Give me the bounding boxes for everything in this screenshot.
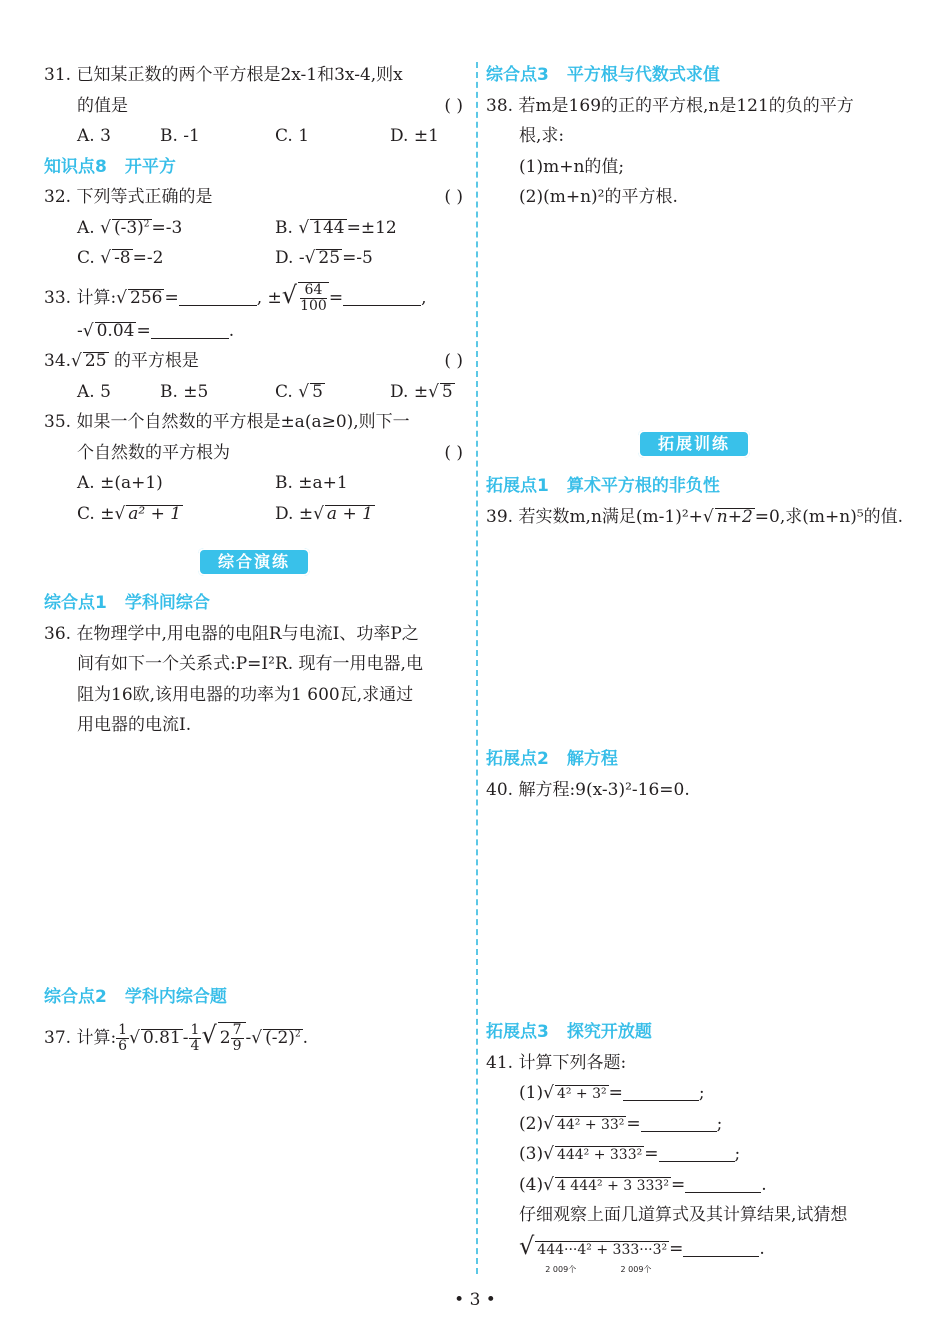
question-31: 31. 已知某正数的两个平方根是2x-1和3x-4,则x [44,65,403,85]
option-c: C. √ -8 =-2 [77,248,164,268]
question-38: 38. 若m是169的正的平方根,n是121的负的平方 [486,95,854,116]
question-41: 41. 计算下列各题: [486,1052,627,1073]
answer-blank[interactable] [343,288,421,306]
section-heading-k8: 知识点8 开平方 [44,156,176,177]
question-39: 39. 若实数m,n满足(m-1)²+√ n+2 =0,求(m+n)⁵的值. [486,506,904,527]
option-d: D. ±1 [390,126,439,146]
q34-options: A. 5 B. ±5 C. √ 5 D. ±√ 5 [77,381,453,402]
section-heading-z1: 综合点1 学科间综合 [44,593,210,613]
question-40: 40. 解方程:9(x-3)²-16=0. [486,779,690,800]
q41-item-3: (3)√ 444² + 333² = ; [519,1144,741,1164]
answer-blank[interactable] [685,1175,761,1193]
answer-blank[interactable] [659,1144,735,1162]
answer-blank[interactable] [623,1083,699,1101]
column-divider [476,62,478,1274]
section-heading-z3: 综合点3 平方根与代数式求值 [486,65,720,85]
question-33: 33. 计算:√ 256 = , ±√ $\frac{64}{100}$ = , [44,280,427,314]
answer-blank[interactable] [641,1114,717,1132]
fraction: $\frac{7}{9}$ [232,1021,242,1054]
question-35: 35. 如果一个自然数的平方根是±a(a≥0),则下一 [44,412,410,432]
badge-comprehensive-practice: 综合演练 [198,548,310,576]
option-b: B. √ 144 =±12 [275,217,397,238]
answer-blank[interactable] [151,321,229,339]
option-c: C. 1 [275,126,310,146]
question-36: 36. 在物理学中,用电器的电阻R与电流I、功率P之 [44,623,419,644]
q41-item-1: (1)√ 4² + 3² = ; [519,1083,705,1103]
question-32: 32. 下列等式正确的是 ( ) [44,187,463,207]
option-d: D. -√ 25 =-5 [275,248,373,268]
right-column: 综合点3 平方根与代数式求值 38. 若m是169的正的平方根,n是121的负的平方 根,求: (1)m+n的值; (2)(m+n)²的平方根. [486,60,911,213]
answer-bracket: ( ) [444,95,463,116]
answer-blank[interactable] [179,288,257,306]
fraction: $\frac{1}{4}$ [190,1021,200,1054]
question-37: 37. 计算: $\frac{1}{6}$ √ 0.81 - $\frac{1}{4}$ √ 2 $\frac{7}{9}$ -√ $(-2)^2$ . [44,1020,309,1054]
badge-extension-training: 拓展训练 [638,430,750,458]
fraction: $\frac{64}{100}$ [300,281,327,314]
q41-item-4: (4)√ 4 444² + 3 333² = . [519,1174,767,1195]
option-a: A. √ $(-3)^2 =-3$ [77,217,183,238]
question-34: 34.√ 25 的平方根是 ( ) [44,351,463,371]
page-number: • 3 • [454,1290,496,1310]
left-column: 31. 已知某正数的两个平方根是2x-1和3x-4,则x 的值是 ( ) A. 3 B. -1 C. 1 D. ±1 知识点8 开平方 32. 下列等式正确的是 ( ) A. √ $(-3)^2 =-3$ B. √ 144 =±12 C. √ -8 =-2 D. -√ 25 =-5 33. 计算:√ 256 = , ±√ $\frac{64}{100}$ = , -√ 0.04 = . 34.√ 25 的平方根是 ( ) A. 5 B. ±5 C. √ 5 D. ±√ 5 35. 如果一个自然数的平方根是±a(a≥0),则下一 个自然数的平方根为 ( ) A. ±(a+1) B. ±a+1 C. ±√ a² + 1 D. ±√ a + 1 [44,60,469,529]
section-heading-t2: 拓展点2 解方程 [486,749,618,769]
answer-blank[interactable] [683,1239,759,1257]
section-heading-t3: 拓展点3 探究开放题 [486,1022,652,1042]
q31-options [44,121,469,152]
section-heading-t1: 拓展点1 算术平方根的非负性 [486,476,720,496]
q41-item-2: (2)√ 44² + 33² = ; [519,1113,723,1134]
option-b: B. -1 [160,126,200,146]
fraction: $\frac{1}{6}$ [118,1021,128,1054]
section-heading-z2: 综合点2 学科内综合题 [44,987,227,1007]
q41-final-expression: √ 444···4² 2 009个 + 333···3² 2 009个 = . [519,1231,765,1274]
option-a: A. 3 [77,126,111,146]
